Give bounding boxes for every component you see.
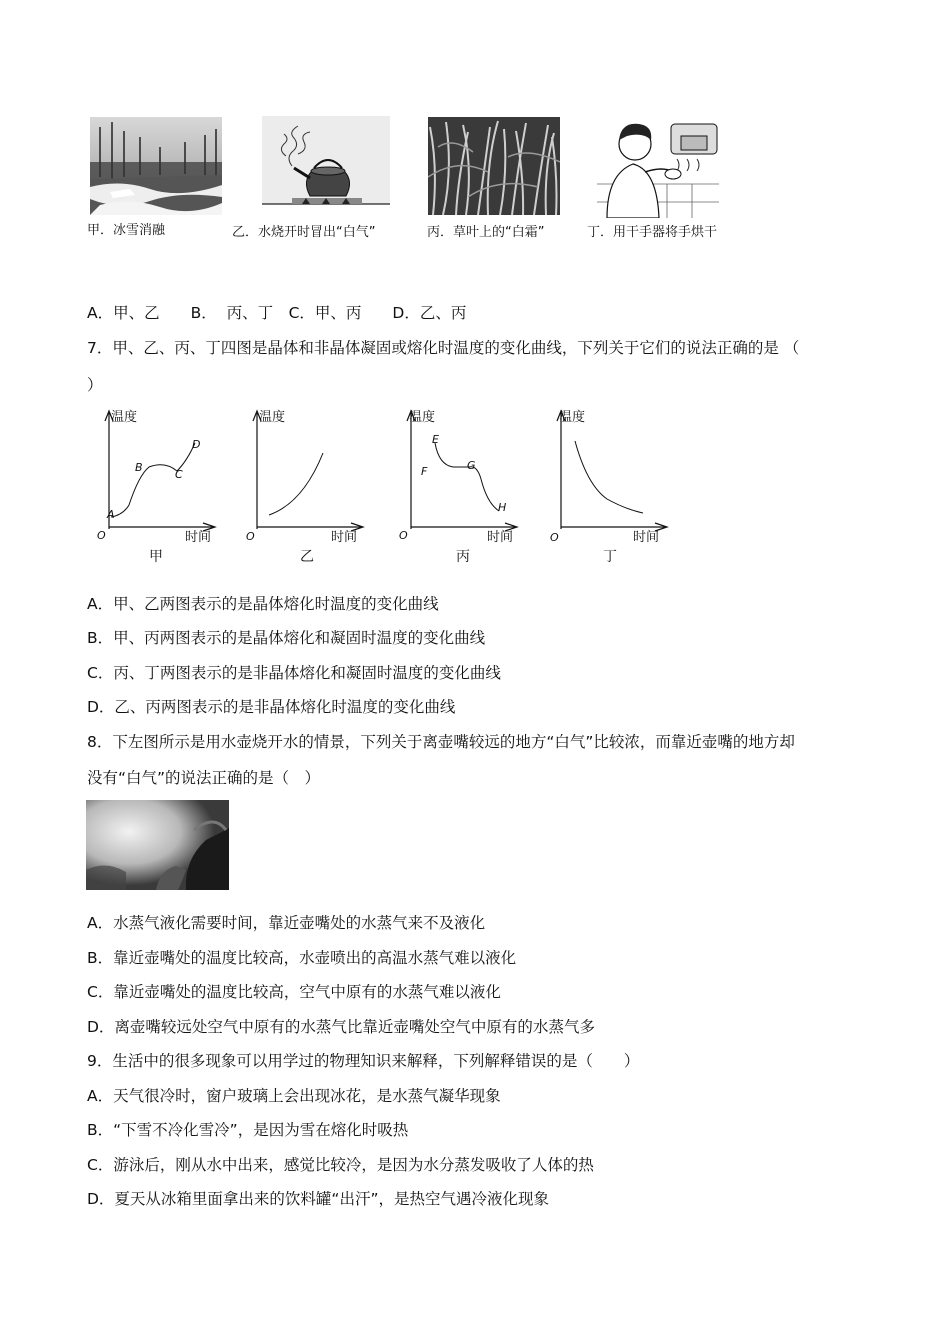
graph-jia-point-d: D xyxy=(192,438,201,451)
graph-ding-xlabel: 时间 xyxy=(633,530,660,545)
q7-option-c: C．丙、丁两图表示的是非晶体熔化和凝固时温度的变化曲线 xyxy=(87,664,501,682)
q8-stem-line1: 8．下左图所示是用水壶烧开水的情景，下列关于离壶嘴较远的地方“白气”比较浓，而靠近壶嘴的地方却 xyxy=(87,733,795,751)
q7-option-d: D．乙、丙两图表示的是非晶体熔化时温度的变化曲线 xyxy=(87,698,456,716)
graph-yi xyxy=(243,405,373,565)
q9-option-a: A．天气很冷时，窗户玻璃上会出现冰花，是水蒸气凝华现象 xyxy=(87,1087,501,1105)
q9-stem: 9．生活中的很多现象可以用学过的物理知识来解释，下列解释错误的是（ ） xyxy=(87,1052,640,1070)
q6-options: A．甲、乙 B． 丙、丁 C．甲、丙 D．乙、丙 xyxy=(87,304,467,322)
caption-jia: 甲．冰雪消融 xyxy=(87,223,166,238)
graph-yi-origin: O xyxy=(246,530,255,543)
graph-jia-point-a: A xyxy=(107,508,115,521)
graph-jia-point-c: C xyxy=(175,468,183,481)
graph-bing-origin: O xyxy=(399,529,408,542)
q7-stem-line1: 7．甲、乙、丙、丁四图是晶体和非晶体凝固或熔化时温度的变化曲线，下列关于它们的说法正确的是 （ xyxy=(87,339,800,357)
q8-option-a: A．水蒸气液化需要时间，靠近壶嘴处的水蒸气来不及液化 xyxy=(87,914,486,932)
graph-jia-xlabel: 时间 xyxy=(185,530,212,545)
q7-option-b: B．甲、丙两图表示的是晶体熔化和凝固时温度的变化曲线 xyxy=(87,629,486,647)
q7-option-a: A．甲、乙两图表示的是晶体熔化时温度的变化曲线 xyxy=(87,595,439,613)
graph-name-jia: 甲 xyxy=(149,549,163,565)
graph-ding-origin: O xyxy=(550,531,559,544)
graph-bing-point-e: E xyxy=(432,433,439,446)
graph-bing-point-h: H xyxy=(498,501,507,514)
caption-bing: 丙．草叶上的“白霜” xyxy=(427,225,545,240)
graph-name-bing: 丙 xyxy=(456,549,470,565)
graph-jia xyxy=(95,405,225,565)
photo-kettle-steam xyxy=(262,116,390,214)
graph-ding xyxy=(547,405,677,565)
photo-frost-grass xyxy=(428,117,560,215)
caption-yi: 乙．水烧开时冒出“白气” xyxy=(232,225,376,240)
photo-snow-melting xyxy=(90,117,222,215)
caption-ding: 丁．用干手器将手烘干 xyxy=(587,225,718,240)
q9-option-d: D．夏天从冰箱里面拿出来的饮料罐“出汗”，是热空气遇冷液化现象 xyxy=(87,1190,549,1208)
graph-jia-point-b: B xyxy=(135,461,143,474)
graph-yi-ylabel: 温度 xyxy=(259,410,286,425)
graph-bing xyxy=(397,405,527,565)
graph-name-yi: 乙 xyxy=(300,549,314,565)
q9-option-c: C．游泳后，刚从水中出来，感觉比较冷，是因为水分蒸发吸收了人体的热 xyxy=(87,1156,594,1174)
q7-stem-line2: ） xyxy=(87,376,103,394)
graph-name-ding: 丁 xyxy=(603,549,617,565)
q9-option-b: B．“下雪不冷化雪冷”，是因为雪在熔化时吸热 xyxy=(87,1121,409,1139)
photo-hand-dryer xyxy=(597,114,719,218)
photo-kettle-spout xyxy=(86,800,229,890)
graph-bing-ylabel: 温度 xyxy=(409,410,436,425)
graph-ding-ylabel: 温度 xyxy=(559,410,586,425)
graph-jia-origin: O xyxy=(97,529,106,542)
q8-stem-line2: 没有“白气”的说法正确的是（ ） xyxy=(87,769,321,787)
graph-bing-point-f: F xyxy=(421,465,428,478)
graph-bing-point-g: G xyxy=(467,459,476,472)
graph-yi-xlabel: 时间 xyxy=(331,530,358,545)
q8-option-d: D．离壶嘴较远处空气中原有的水蒸气比靠近壶嘴处空气中原有的水蒸气多 xyxy=(87,1018,595,1036)
graph-jia-ylabel: 温度 xyxy=(111,410,138,425)
q8-option-b: B．靠近壶嘴处的温度比较高，水壶喷出的高温水蒸气难以液化 xyxy=(87,949,517,967)
q8-option-c: C．靠近壶嘴处的温度比较高，空气中原有的水蒸气难以液化 xyxy=(87,983,501,1001)
graph-bing-xlabel: 时间 xyxy=(487,530,514,545)
